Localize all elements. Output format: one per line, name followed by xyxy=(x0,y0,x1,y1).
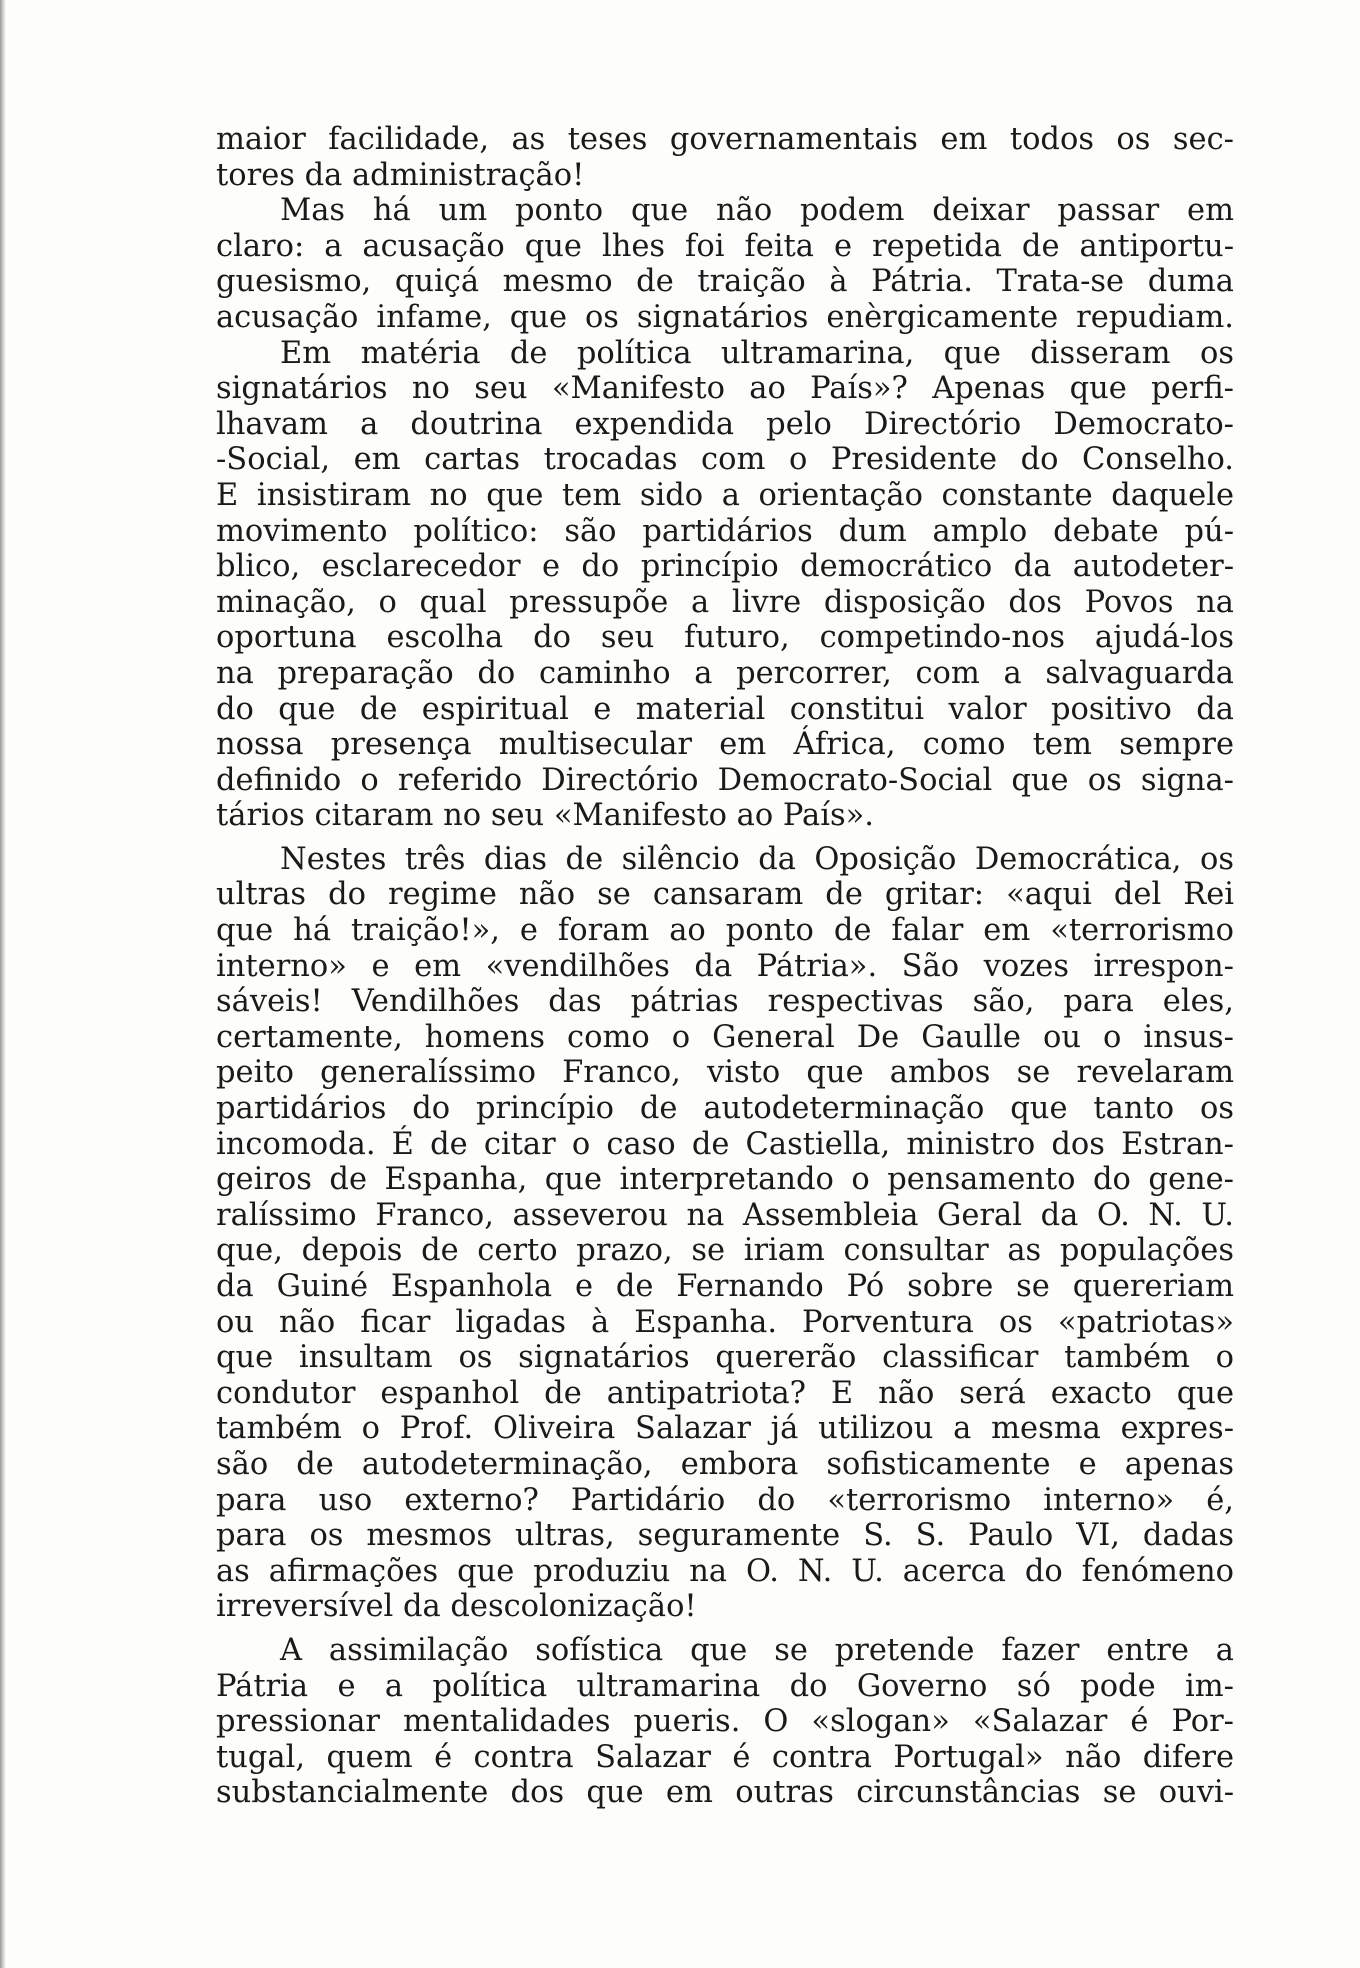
text-line: sáveis! Vendilhões das pátrias respectivas são, para eles, xyxy=(216,984,1234,1020)
text-line: que, depois de certo prazo, se iriam consultar as populações xyxy=(216,1233,1234,1269)
text-line: para uso externo? Partidário do «terrorismo interno» é, xyxy=(216,1482,1234,1518)
text-line: movimento político: são partidários dum amplo debate pú- xyxy=(216,513,1234,549)
text-line: ultras do regime não se cansaram de gritar: «aqui del Rei xyxy=(216,877,1234,913)
text-line: da Guiné Espanhola e de Fernando Pó sobre se quereriam xyxy=(216,1269,1234,1304)
page-binding-edge xyxy=(0,0,6,1968)
text-line: definido o referido Directório Democrato-Social que os signa- xyxy=(216,762,1234,798)
text-line: certamente, homens como o General De Gaulle ou o insus- xyxy=(216,1019,1234,1055)
text-line: E insistiram no que tem sido a orientação constante daquele xyxy=(216,477,1234,513)
body-text xyxy=(216,122,1234,1811)
text-line: Em matéria de política ultramarina, que disseram os xyxy=(280,335,1234,371)
text-line: blico, esclarecedor e do princípio democrático da autodeter- xyxy=(216,549,1234,585)
text-line: tários citaram no seu «Manifesto ao País». xyxy=(216,798,874,834)
text-line: interno» e em «vendilhões da Pátria». São vozes irrespon- xyxy=(216,948,1234,984)
text-line: minação, o qual pressupõe a livre disposição dos Povos na xyxy=(216,584,1234,620)
text-line: as afirmações que produziu na O. N. U. acerca do fenómeno xyxy=(216,1553,1234,1589)
text-line: Mas há um ponto que não podem deixar passar em xyxy=(280,193,1234,229)
text-line: na preparação do caminho a percorrer, com a salvaguarda xyxy=(216,655,1234,691)
paragraph-4 xyxy=(216,842,1234,1625)
text-line: claro: a acusação que lhes foi feita e repetida de antiportu- xyxy=(216,228,1234,264)
text-line: Pátria e a política ultramarina do Governo só pode im- xyxy=(216,1668,1234,1704)
text-line: maior facilidade, as teses governamentais em todos os sec- xyxy=(216,122,1234,157)
text-line: geiros de Espanha, que interpretando o pensamento do gene- xyxy=(216,1162,1234,1198)
paragraph-3 xyxy=(216,336,1234,834)
paragraph-1 xyxy=(216,122,1234,193)
text-line: guesismo, quiçá mesmo de traição à Pátria. Trata-se duma xyxy=(216,264,1234,300)
text-line: também o Prof. Oliveira Salazar já utilizou a mesma expres- xyxy=(216,1411,1234,1447)
text-line: -Social, em cartas trocadas com o Presidente do Conselho. xyxy=(216,442,1234,478)
text-line: tugal, quem é contra Salazar é contra Portugal» não difere xyxy=(216,1739,1234,1775)
text-line: oportuna escolha do seu futuro, competindo-nos ajudá-los xyxy=(216,620,1234,656)
text-line: incomoda. É de citar o caso de Castiella, ministro dos Estran- xyxy=(216,1126,1234,1162)
text-line: ou não ficar ligadas à Espanha. Porventura os «patriotas» xyxy=(216,1304,1234,1340)
text-line: irreversível da descolonização! xyxy=(216,1589,697,1625)
text-line: tores da administração! xyxy=(216,157,585,193)
text-line: são de autodeterminação, embora sofisticamente e apenas xyxy=(216,1446,1234,1482)
text-line: condutor espanhol de antipatriota? E não será exacto que xyxy=(216,1375,1234,1411)
text-line: ralíssimo Franco, asseverou na Assembleia Geral da O. N. U. xyxy=(216,1197,1234,1233)
paragraph-2 xyxy=(216,193,1234,335)
paragraph-5 xyxy=(216,1633,1234,1811)
text-line: lhavam a doutrina expendida pelo Directório Democrato- xyxy=(216,406,1234,442)
text-line: Nestes três dias de silêncio da Oposição Democrática, os xyxy=(280,841,1234,877)
text-line: para os mesmos ultras, seguramente S. S. Paulo VI, dadas xyxy=(216,1518,1234,1554)
text-line: que há traição!», e foram ao ponto de falar em «terrorismo xyxy=(216,913,1234,949)
text-line: peito generalíssimo Franco, visto que ambos se revelaram xyxy=(216,1055,1234,1091)
text-line: signatários no seu «Manifesto ao País»? Apenas que perfi- xyxy=(216,371,1234,407)
text-line: A assimilação sofística que se pretende fazer entre a xyxy=(280,1632,1234,1668)
text-line: partidários do princípio de autodeterminação que tanto os xyxy=(216,1091,1234,1127)
paragraph-spacer xyxy=(216,834,1234,842)
paragraph-spacer xyxy=(216,1625,1234,1633)
text-line: que insultam os signatários quererão classificar também o xyxy=(216,1340,1234,1376)
text-line: acusação infame, que os signatários enèrgicamente repudiam. xyxy=(216,299,1234,335)
text-line: substancialmente dos que em outras circunstâncias se ouvi- xyxy=(216,1775,1234,1811)
text-line: nossa presença multisecular em África, como tem sempre xyxy=(216,727,1234,763)
text-line: pressionar mentalidades pueris. O «slogan» «Salazar é Por- xyxy=(216,1704,1234,1740)
text-line: do que de espiritual e material constitui valor positivo da xyxy=(216,691,1234,727)
